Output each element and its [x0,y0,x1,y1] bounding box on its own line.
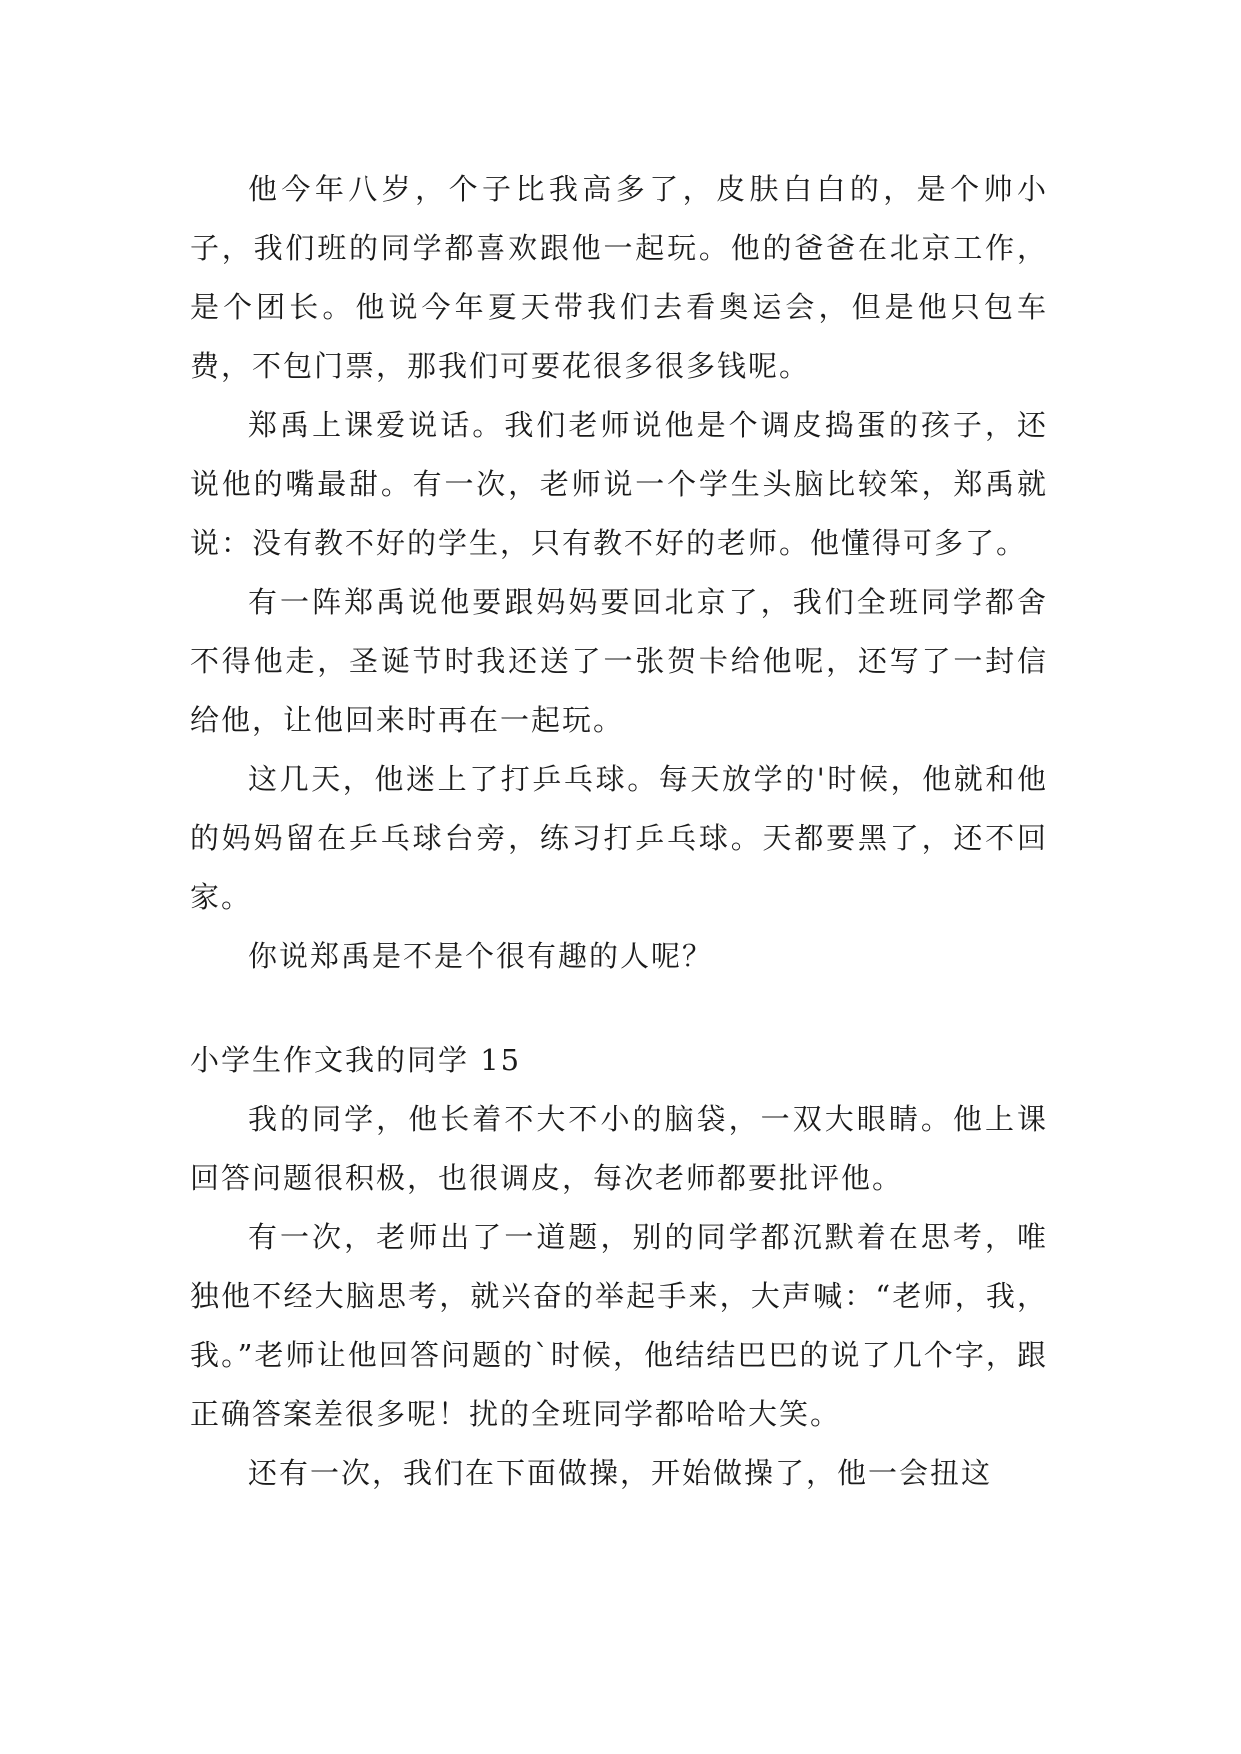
paragraph-description: 他今年八岁，个子比我高多了，皮肤白白的，是个帅小子，我们班的同学都喜欢跟他一起玩。他的爸爸在北京工作，是个团长。他说今年夏天带我们去看奥运会，但是他只包车费，不包门票，那我们可要花很多很多钱呢。 [190,172,1048,383]
document-body [190,160,1048,1503]
paragraph-talkative: 郑禹上课爱说话。我们老师说他是个调皮捣蛋的孩子，还说他的嘴最甜。有一次，老师说一个学生头脑比较笨，郑禹就说：没有教不好的学生，只有教不好的老师。他懂得可多了。 [190,408,1048,560]
paragraph-exercise-story: 还有一次，我们在下面做操，开始做操了，他一会扭这 [248,1456,993,1490]
section-title: 小学生作文我的同学 15 [190,1043,522,1077]
paragraph-answer-story: 有一次，老师出了一道题，别的同学都沉默着在思考，唯独他不经大脑思考，就兴奋的举起手来，大声喊：“老师，我，我。”老师让他回答问题的`时候，他结结巴巴的说了几个字，跟正确答案差很多呢！扰的全班同学都哈哈大笑。 [190,1220,1048,1431]
paragraph-ping-pong: 这几天，他迷上了打乒乓球。每天放学的'时候，他就和他的妈妈留在乒乓球台旁，练习打乒乓球。天都要黑了，还不回家。 [190,762,1048,914]
paragraph-closing-question: 你说郑禹是不是个很有趣的人呢？ [248,939,714,973]
paragraph-classmate-intro: 我的同学，他长着不大不小的脑袋，一双大眼睛。他上课回答问题很积极，也很调皮，每次老师都要批评他。 [190,1102,1048,1195]
paragraph-leaving: 有一阵郑禹说他要跟妈妈要回北京了，我们全班同学都舍不得他走，圣诞节时我还送了一张贺卡给他呢，还写了一封信给他，让他回来时再在一起玩。 [190,585,1048,737]
